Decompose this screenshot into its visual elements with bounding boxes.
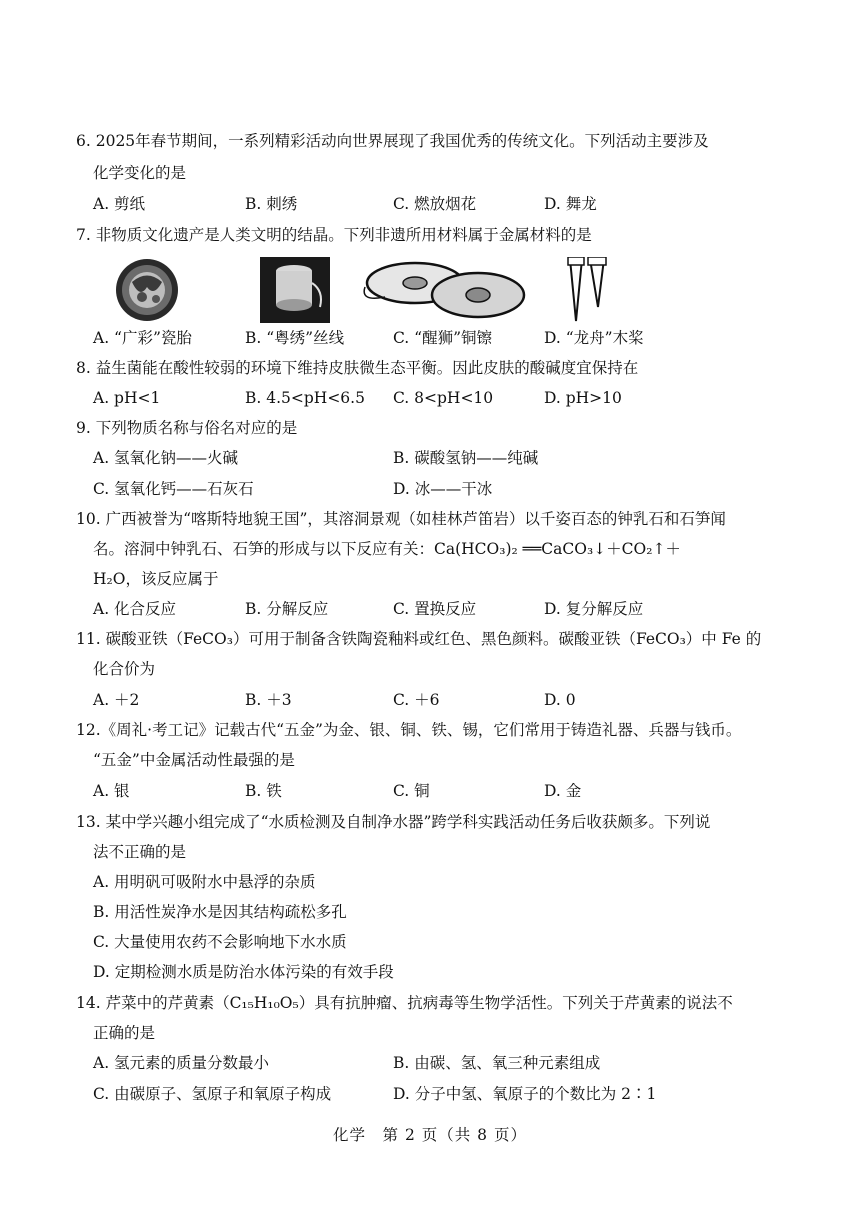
q12-option-c: C. 铜	[393, 782, 430, 800]
q7-option-d: D. “龙舟”木桨	[544, 329, 644, 347]
q6-option-c: C. 燃放烟花	[393, 195, 477, 213]
q6-option-b: B. 刺绣	[245, 195, 298, 213]
q12-option-b: B. 铁	[245, 782, 282, 800]
q14-option-d: D. 分子中氢、氧原子的个数比为 2∶1	[393, 1085, 657, 1103]
q7-stem-line1: 7. 非物质文化遗产是人类文明的结晶。下列非遗所用材料属于金属材料的是	[76, 226, 592, 244]
q7-option-b: B. “粤绣”丝线	[245, 329, 345, 347]
q11-option-a: A. ＋2	[93, 691, 140, 709]
porcelain-plate-icon	[112, 257, 182, 323]
q12-option-a: A. 银	[93, 782, 130, 800]
q12-option-d: D. 金	[544, 782, 582, 800]
q11-stem-line2: 化合价为	[93, 660, 156, 678]
q6-stem-line2: 化学变化的是	[93, 164, 187, 182]
page-footer: 化学 第 2 页（共 8 页）	[333, 1126, 527, 1144]
q8-option-d: D. pH>10	[544, 389, 622, 407]
copper-cymbal-icon	[360, 257, 530, 323]
q14-option-b: B. 由碳、氢、氧三种元素组成	[393, 1054, 601, 1072]
q9-option-a: A. 氢氧化钠——火碱	[93, 449, 239, 467]
q9-option-d: D. 冰——干冰	[393, 480, 493, 498]
q12-stem-line2: “五金”中金属活动性最强的是	[93, 751, 295, 769]
q10-stem-line2: 名。溶洞中钟乳石、石笋的形成与以下反应有关：Ca(HCO₃)₂ ══CaCO₃↓＋CO₂↑＋	[93, 540, 681, 558]
q10-option-d: D. 复分解反应	[544, 600, 644, 618]
q10-option-a: A. 化合反应	[93, 600, 177, 618]
q13-option-c: C. 大量使用农药不会影响地下水水质	[93, 933, 347, 951]
q13-option-d: D. 定期检测水质是防治水体污染的有效手段	[93, 963, 394, 981]
q13-option-a: A. 用明矾可吸附水中悬浮的杂质	[93, 873, 316, 891]
silk-thread-icon	[260, 257, 330, 323]
q9-stem-line1: 9. 下列物质名称与俗名对应的是	[76, 419, 298, 437]
q11-option-d: D. 0	[544, 691, 576, 709]
q7-option-c: C. “醒狮”铜镲	[393, 329, 493, 347]
q11-stem-line1: 11. 碳酸亚铁（FeCO₃）可用于制备含铁陶瓷釉料或红色、黑色颜料。碳酸亚铁（FeCO₃）中 Fe 的	[76, 630, 762, 648]
q6-option-d: D. 舞龙	[544, 195, 597, 213]
q10-stem-line1: 10. 广西被誉为“喀斯特地貌王国”，其溶洞景观（如桂林芦笛岩）以千姿百态的钟乳石和石笋闻	[76, 510, 726, 528]
q14-stem-line1: 14. 芹菜中的芹黄素（C₁₅H₁₀O₅）具有抗肿瘤、抗病毒等生物学活性。下列关于芹黄素的说法不	[76, 994, 733, 1012]
q10-option-c: C. 置换反应	[393, 600, 477, 618]
q14-option-c: C. 由碳原子、氢原子和氧原子构成	[93, 1085, 332, 1103]
q8-option-c: C. 8<pH<10	[393, 389, 494, 407]
q12-stem-line1: 12.《周礼·考工记》记载古代“五金”为金、银、铜、铁、锡，它们常用于铸造礼器、兵器与钱币。	[76, 721, 742, 739]
q11-option-b: B. ＋3	[245, 691, 292, 709]
q8-option-a: A. pH<1	[93, 389, 161, 407]
q9-option-c: C. 氢氧化钙——石灰石	[93, 480, 254, 498]
q8-option-b: B. 4.5<pH<6.5	[245, 389, 365, 407]
q7-option-a: A. “广彩”瓷胎	[93, 329, 192, 347]
q13-stem-line1: 13. 某中学兴趣小组完成了“水质检测及自制净水器”跨学科实践活动任务后收获颇多。下列说	[76, 813, 711, 831]
q13-stem-line2: 法不正确的是	[93, 843, 187, 861]
wooden-paddle-icon	[560, 257, 610, 323]
q6-stem-line1: 6. 2025年春节期间，一系列精彩活动向世界展现了我国优秀的传统文化。下列活动主要涉及	[76, 132, 709, 150]
q14-stem-line2: 正确的是	[93, 1024, 156, 1042]
q13-option-b: B. 用活性炭净水是因其结构疏松多孔	[93, 903, 347, 921]
q10-stem-line3: H₂O，该反应属于	[93, 570, 219, 588]
q14-option-a: A. 氢元素的质量分数最小	[93, 1054, 270, 1072]
q11-option-c: C. ＋6	[393, 691, 440, 709]
q6-option-a: A. 剪纸	[93, 195, 146, 213]
q8-stem-line1: 8. 益生菌能在酸性较弱的环境下维持皮肤微生态平衡。因此皮肤的酸碱度宜保持在	[76, 359, 639, 377]
q10-option-b: B. 分解反应	[245, 600, 329, 618]
q9-option-b: B. 碳酸氢钠——纯碱	[393, 449, 539, 467]
